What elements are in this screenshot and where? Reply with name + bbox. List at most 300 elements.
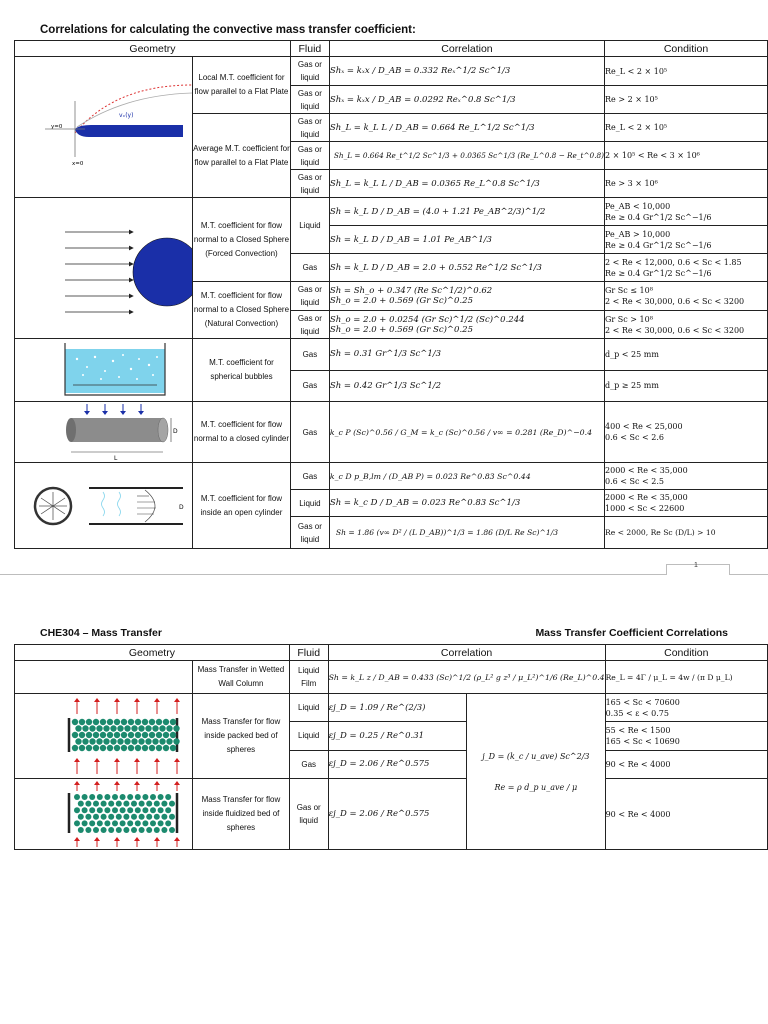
header-correlation: Correlation: [329, 41, 604, 57]
fluidized-sphere: [101, 827, 107, 833]
header-geometry: Geometry: [15, 41, 291, 57]
correlation-cell: Sh_L = k_L L / D_AB = 0.0365 Re_L^0.8 Sc^1/3: [329, 170, 604, 198]
cylinder-end-right: [158, 418, 168, 442]
packed-sphere: [96, 738, 102, 744]
packed-sphere: [114, 745, 120, 751]
packed-sphere: [145, 725, 151, 731]
page-number: 1: [694, 562, 698, 569]
condition-cell: Re_L < 2 × 10⁵: [605, 57, 768, 86]
fluidized-sphere: [104, 807, 110, 813]
re-definition: Re = ρ d_p u_ave / μ: [494, 782, 578, 792]
fluidized-sphere: [120, 807, 126, 813]
flow-arrow-head: [74, 698, 80, 702]
packed-sphere: [124, 725, 130, 731]
fluid-cell: Gas: [290, 254, 329, 282]
condition-cell: [605, 282, 768, 311]
flow-arrow-head: [114, 781, 120, 785]
fluidized-sphere: [104, 794, 110, 800]
forced-sphere-description: M.T. coefficient for flow normal to a Closed Sphere (Forced Convection): [193, 198, 291, 282]
condition-cell: [605, 694, 767, 722]
fluid-cell: Liquid: [289, 694, 328, 722]
condition-line: Re ≥ 0.4 Gr^1/2 Sc^−1/6: [605, 240, 712, 250]
natural-sphere-description: M.T. coefficient for flow normal to a Closed Sphere (Natural Convection): [193, 282, 291, 339]
packed-sphere: [142, 745, 148, 751]
fluidized-bed-diagram: [15, 779, 193, 850]
fluidized-bed-illustration: [15, 779, 192, 849]
flat-plate-diagram: [15, 57, 193, 198]
fluidized-sphere: [131, 801, 137, 807]
correlation-cell: Sh = 0.31 Gr^1/3 Sc^1/3: [329, 339, 604, 371]
fluidized-sphere: [161, 801, 167, 807]
fluidized-sphere: [150, 820, 156, 826]
packed-sphere: [163, 719, 169, 725]
packed-sphere: [103, 738, 109, 744]
fluid-cell: Gas: [289, 750, 328, 778]
bubbles-diagram: [15, 339, 193, 402]
fluid-cell: Gas or liquid: [290, 114, 329, 142]
table-row: [15, 57, 768, 86]
fluidized-sphere: [93, 827, 99, 833]
correlation-table-page2: [14, 644, 768, 850]
packed-sphere: [82, 725, 88, 731]
fluidized-sphere: [85, 814, 91, 820]
fluidized-sphere: [85, 827, 91, 833]
packed-sphere: [170, 719, 176, 725]
packed-sphere: [107, 745, 113, 751]
fluid-cell: Gas: [290, 370, 329, 402]
packed-sphere: [156, 719, 162, 725]
table-row: [15, 198, 768, 226]
condition-line: 165 < Sc < 10690: [605, 736, 680, 746]
packed-sphere: [138, 738, 144, 744]
packed-sphere: [110, 738, 116, 744]
condition-cell: [605, 402, 768, 463]
fluidized-sphere: [127, 820, 133, 826]
flow-arrow-head: [154, 781, 160, 785]
packed-sphere: [114, 732, 120, 738]
packed-sphere: [86, 745, 92, 751]
table-row: [15, 402, 768, 463]
fluid-cell: Gas or liquid: [290, 282, 329, 311]
fluidized-sphere: [142, 807, 148, 813]
fluidized-bed-description: Mass Transfer for flow inside fluidized bed of spheres: [193, 779, 290, 850]
fluidized-sphere: [135, 820, 141, 826]
closed-cylinder-illustration: [15, 402, 192, 462]
swirl-mark: [118, 492, 121, 516]
condition-cell: d_p < 25 mm: [605, 339, 768, 371]
flow-arrow-head: [174, 698, 180, 702]
sphere-shape: [133, 238, 192, 306]
jd-definition: j_D = (k_c / u_ave) Sc^2/3: [482, 751, 590, 761]
flow-arrows: [65, 232, 133, 312]
flow-arrow-head: [114, 698, 120, 702]
packed-sphere: [166, 725, 172, 731]
fluidized-sphere: [108, 801, 114, 807]
header-fluid: Fluid: [290, 41, 329, 57]
table-row: [15, 779, 768, 850]
header-correlation: Correlation: [328, 645, 605, 661]
fluidized-sphere: [158, 807, 164, 813]
flow-arrow-head: [94, 698, 100, 702]
packed-sphere: [114, 719, 120, 725]
header-geometry: Geometry: [15, 645, 290, 661]
packed-sphere: [145, 738, 151, 744]
packed-sphere: [110, 725, 116, 731]
definitions-cell: [467, 694, 606, 850]
flow-arrow-head: [74, 781, 80, 785]
open-cylinder-illustration: [15, 464, 192, 548]
header-condition: Condition: [605, 41, 768, 57]
condition-line: Pe_AB > 10,000: [605, 229, 671, 239]
packed-sphere: [103, 725, 109, 731]
fluidized-sphere: [127, 807, 133, 813]
velocity-profile: [145, 490, 155, 522]
header-condition: Condition: [605, 645, 767, 661]
packed-sphere: [100, 719, 106, 725]
condition-line: 400 < Re < 25,000: [605, 422, 683, 431]
correlation-line: Sh_o = 2.0 + 0.0254 (Gr Sc)^1/2 (Sc)^0.244: [329, 314, 525, 325]
length-label: L: [114, 455, 118, 462]
section-heading: Mass Transfer Coefficient Correlations: [535, 627, 728, 639]
packed-sphere: [93, 719, 99, 725]
fluidized-sphere: [169, 814, 175, 820]
packed-sphere: [173, 725, 179, 731]
page-title: Correlations for calculating the convective mass transfer coefficient:: [40, 24, 416, 36]
swirl-mark: [102, 492, 105, 516]
packed-sphere: [135, 719, 141, 725]
condition-cell: [605, 463, 768, 490]
flow-arrow-head: [74, 758, 80, 762]
flow-arrow-head: [114, 758, 120, 762]
correlation-cell: Sh = 0.42 Gr^1/3 Sc^1/2: [329, 370, 604, 402]
fluid-cell: Gas or liquid: [290, 170, 329, 198]
fluidized-sphere: [112, 820, 118, 826]
fluidized-sphere: [142, 820, 148, 826]
condition-line: 1000 < Sc < 22600: [605, 504, 685, 513]
closed-cylinder-description: M.T. coefficient for flow normal to a closed cylinder: [193, 402, 291, 463]
correlation-cell: Shₓ = kₓx / D_AB = 0.332 Reₓ^1/2 Sc^1/3: [329, 57, 604, 86]
velocity-label: vₓ(y): [119, 112, 134, 119]
fluidized-sphere: [89, 794, 95, 800]
fluidized-sphere: [146, 827, 152, 833]
fluidized-sphere: [120, 794, 126, 800]
fluidized-sphere: [116, 814, 122, 820]
packed-sphere: [166, 738, 172, 744]
fluidized-sphere: [154, 827, 160, 833]
fluidized-sphere: [82, 794, 88, 800]
fluidized-sphere: [169, 827, 175, 833]
correlation-cell: εj_D = 2.06 / Re^0.575: [328, 779, 467, 850]
flow-arrow-head: [134, 837, 140, 841]
fluid-cell: Liquid: [289, 722, 328, 750]
condition-cell: 2 × 10⁵ < Re < 3 × 10⁶: [605, 142, 768, 170]
packed-sphere: [79, 719, 85, 725]
cylinder-diagram: [15, 402, 193, 463]
correlation-cell: εj_D = 1.09 / Re^(2/3): [328, 694, 467, 722]
packed-sphere: [100, 745, 106, 751]
fluidized-sphere: [135, 807, 141, 813]
bubbles-description: M.T. coefficient for spherical bubbles: [193, 339, 291, 402]
fluid-cell: Gas or liquid: [289, 779, 328, 850]
fluid-cell: Liquid: [290, 490, 329, 517]
correlation-cell: [329, 282, 604, 311]
fluidized-sphere: [139, 814, 145, 820]
condition-cell: Re_L = 4Γ / μ_L = 4w / (π D μ_L): [605, 661, 767, 694]
sphere-illustration: [15, 198, 192, 338]
correlation-cell: [329, 311, 604, 339]
condition-line: 0.6 < Sc < 2.5: [605, 477, 664, 486]
correlation-cell: εj_D = 0.25 / Re^0.31: [328, 722, 467, 750]
fluidized-sphere: [116, 827, 122, 833]
header-row: [15, 645, 768, 661]
velocity-profile-curve: [77, 93, 192, 127]
condition-line: 0.35 < ε < 0.75: [605, 708, 669, 718]
packed-sphere: [152, 738, 158, 744]
fluidized-sphere: [78, 814, 84, 820]
fluidized-sphere: [93, 801, 99, 807]
packed-sphere: [93, 745, 99, 751]
water-fill: [65, 349, 165, 393]
correlation-cell: Sh = k_L z / D_AB = 0.433 (Sc)^1/2 (ρ_L² g z³ / μ_L²)^1/6 (Re_L)^0.4: [328, 661, 605, 694]
packed-sphere: [72, 732, 78, 738]
packed-sphere: [86, 732, 92, 738]
correlation-cell: k_c D p_B,lm / (D_AB P) = 0.023 Re^0.83 Sc^0.44: [329, 463, 604, 490]
fluidized-sphere: [161, 827, 167, 833]
packed-sphere: [128, 745, 134, 751]
correlation-table-page1: [14, 40, 768, 549]
table-row: [15, 661, 768, 694]
fluid-cell: Gas or liquid: [290, 517, 329, 549]
packed-sphere: [121, 719, 127, 725]
flow-arrow-head: [154, 837, 160, 841]
condition-cell: [605, 490, 768, 517]
correlation-cell: Sh_L = k_L L / D_AB = 0.664 Re_L^1/2 Sc^1/3: [329, 114, 604, 142]
packed-sphere: [89, 725, 95, 731]
fluidized-sphere: [120, 820, 126, 826]
cylinder-end-left: [66, 418, 76, 442]
packed-sphere: [75, 725, 81, 731]
fluidized-sphere: [146, 801, 152, 807]
condition-line: 0.6 < Sc < 2.6: [605, 433, 664, 442]
fluidized-sphere: [82, 820, 88, 826]
condition-cell: [605, 254, 768, 282]
packed-sphere: [170, 745, 176, 751]
fluidized-sphere: [89, 807, 95, 813]
correlation-cell: Sh = 1.86 (v∞ D² / (L D_AB))^1/3 = 1.86 (D/L Re Sc)^1/3: [329, 517, 604, 549]
average-plate-description: Average M.T. coefficient for flow parallel to a Flat Plate: [193, 114, 291, 198]
table-row: [15, 694, 768, 722]
packed-sphere: [173, 738, 179, 744]
fluidized-sphere: [169, 801, 175, 807]
fluid-cell: Liquid Film: [289, 661, 328, 694]
course-heading: CHE304 – Mass Transfer: [40, 627, 162, 639]
correlation-line: Sh_o = 2.0 + 0.569 (Gr Sc)^0.25: [329, 296, 473, 306]
packed-sphere: [163, 745, 169, 751]
packed-sphere: [149, 719, 155, 725]
correlation-cell: Sh = k_c D / D_AB = 0.023 Re^0.83 Sc^1/3: [329, 490, 604, 517]
condition-cell: [605, 722, 767, 750]
fluidized-sphere: [74, 794, 80, 800]
packed-sphere: [79, 745, 85, 751]
open-cylinder-description: M.T. coefficient for flow inside an open cylinder: [193, 463, 291, 549]
condition-line: Re ≥ 0.4 Gr^1/2 Sc^−1/6: [605, 268, 712, 278]
bubble-tank-illustration: [15, 339, 192, 401]
packed-sphere: [163, 732, 169, 738]
packed-sphere: [149, 732, 155, 738]
condition-line: 2 < Re < 30,000, 0.6 < Sc < 3200: [605, 325, 745, 335]
flow-arrow-head: [74, 837, 80, 841]
packed-sphere: [128, 732, 134, 738]
packed-sphere: [72, 719, 78, 725]
fluidized-sphere: [82, 807, 88, 813]
fluidized-sphere: [97, 807, 103, 813]
fluid-cell: Gas or liquid: [290, 86, 329, 114]
y0-label: y=0: [51, 124, 63, 130]
packed-sphere: [107, 732, 113, 738]
fluidized-sphere: [108, 827, 114, 833]
fluidized-sphere: [112, 794, 118, 800]
fluidized-sphere: [154, 814, 160, 820]
flow-arrows-down: [87, 404, 141, 412]
page-divider: [0, 574, 768, 575]
sphere-diagram: [15, 198, 193, 339]
packed-sphere: [135, 745, 141, 751]
fluidized-sphere: [165, 807, 171, 813]
fluidized-sphere: [161, 814, 167, 820]
packed-sphere: [72, 745, 78, 751]
fluidized-sphere: [97, 820, 103, 826]
condition-line: 165 < Sc < 70600: [605, 697, 680, 707]
flow-arrow-head: [174, 837, 180, 841]
packed-sphere: [121, 732, 127, 738]
packed-sphere: [100, 732, 106, 738]
fluidized-sphere: [150, 794, 156, 800]
packed-sphere: [82, 738, 88, 744]
condition-line: 55 < Re < 1500: [605, 725, 671, 735]
packed-sphere: [131, 725, 137, 731]
packed-sphere: [138, 725, 144, 731]
fluidized-sphere: [135, 794, 141, 800]
fluidized-sphere: [158, 820, 164, 826]
flat-plate-illustration: [15, 57, 192, 197]
packed-sphere: [124, 738, 130, 744]
wetted-wall-description: Mass Transfer in Wetted Wall Column: [193, 661, 290, 694]
fluidized-sphere: [165, 794, 171, 800]
fluidized-sphere: [146, 814, 152, 820]
correlation-cell: k_c P (Sc)^0.56 / G_M = k_c (Sc)^0.56 / v∞ = 0.281 (Re_D)^−0.4: [329, 402, 604, 463]
packed-sphere: [96, 725, 102, 731]
fluidized-sphere: [104, 820, 110, 826]
fluid-cell: Gas or liquid: [290, 311, 329, 339]
condition-line: 2 < Re < 12,000, 0.6 < Sc < 1.85: [605, 257, 742, 267]
packed-bed-illustration: [15, 694, 192, 778]
x0-label: x=0: [72, 161, 84, 167]
packed-sphere: [75, 738, 81, 744]
fluid-cell: Liquid: [290, 198, 329, 254]
condition-cell: Re > 2 × 10⁵: [605, 86, 768, 114]
fluidized-sphere: [142, 794, 148, 800]
condition-cell: [605, 311, 768, 339]
packed-sphere: [117, 738, 123, 744]
fluidized-sphere: [108, 814, 114, 820]
fluid-cell: Gas: [290, 402, 329, 463]
correlation-line: Sh = Sh_o + 0.347 (Re Sc^1/2)^0.62: [329, 286, 493, 296]
packed-sphere: [117, 725, 123, 731]
open-cylinder-diagram: [15, 463, 193, 549]
fluidized-sphere: [89, 820, 95, 826]
wetted-wall-geometry: [15, 661, 193, 694]
condition-line: Gr Sc > 10⁸: [605, 314, 653, 324]
fluidized-sphere: [165, 820, 171, 826]
cylinder-body: [71, 418, 163, 442]
fluidized-sphere: [158, 794, 164, 800]
condition-cell: d_p ≥ 25 mm: [605, 370, 768, 402]
packed-sphere: [121, 745, 127, 751]
packed-bed-description: Mass Transfer for flow inside packed bed of spheres: [193, 694, 290, 779]
page-tab-marker: [666, 564, 730, 575]
fluidized-sphere: [123, 814, 129, 820]
flow-arrow-head: [134, 758, 140, 762]
condition-cell: Re_L < 2 × 10⁵: [605, 114, 768, 142]
flow-arrow-head: [94, 781, 100, 785]
correlation-line: Sh_o = 2.0 + 0.569 (Gr Sc)^0.25: [329, 324, 473, 335]
fluidized-sphere: [116, 801, 122, 807]
packed-sphere: [142, 732, 148, 738]
header-row: [15, 41, 768, 57]
fluidized-sphere: [123, 827, 129, 833]
packed-sphere: [128, 719, 134, 725]
flow-arrow-head: [174, 781, 180, 785]
local-plate-description: Local M.T. coefficient for flow parallel to a Flat Plate: [193, 57, 291, 114]
packed-sphere: [156, 745, 162, 751]
flow-arrow-head: [134, 781, 140, 785]
fluidized-sphere: [154, 801, 160, 807]
fluid-cell: Gas or liquid: [290, 57, 329, 86]
packed-sphere: [152, 725, 158, 731]
fluidized-sphere: [97, 794, 103, 800]
condition-cell: 90 < Re < 4000: [605, 750, 767, 778]
flow-arrow-head: [94, 758, 100, 762]
packed-sphere: [79, 732, 85, 738]
fluid-cell: Gas: [290, 463, 329, 490]
condition-line: Pe_AB < 10,000: [605, 201, 671, 211]
packed-sphere: [135, 732, 141, 738]
packed-sphere: [89, 738, 95, 744]
correlation-cell: Shₓ = kₓx / D_AB = 0.0292 Reₓ^0.8 Sc^1/3: [329, 86, 604, 114]
fluidized-sphere: [139, 801, 145, 807]
fluidized-sphere: [131, 827, 137, 833]
packed-bed-diagram: [15, 694, 193, 779]
condition-cell: 90 < Re < 4000: [605, 779, 767, 850]
packed-sphere: [159, 725, 165, 731]
packed-sphere: [142, 719, 148, 725]
packed-sphere: [131, 738, 137, 744]
correlation-cell: Sh = k_L D / D_AB = (4.0 + 1.21 Pe_AB^2/3)^1/2: [329, 198, 604, 226]
fluidized-sphere: [123, 801, 129, 807]
fluidized-sphere: [74, 820, 80, 826]
fluidized-sphere: [93, 814, 99, 820]
fluidized-sphere: [150, 807, 156, 813]
fluidized-sphere: [101, 801, 107, 807]
flat-plate-shape: [75, 125, 183, 137]
condition-line: 2 < Re < 30,000, 0.6 < Sc < 3200: [605, 297, 745, 306]
correlation-cell: Sh = k_L D / D_AB = 2.0 + 0.552 Re^1/2 Sc^1/3: [329, 254, 604, 282]
packed-sphere: [107, 719, 113, 725]
flow-arrow-head: [154, 698, 160, 702]
fluidized-sphere: [78, 801, 84, 807]
condition-cell: [605, 226, 768, 254]
flow-arrow-head: [114, 837, 120, 841]
